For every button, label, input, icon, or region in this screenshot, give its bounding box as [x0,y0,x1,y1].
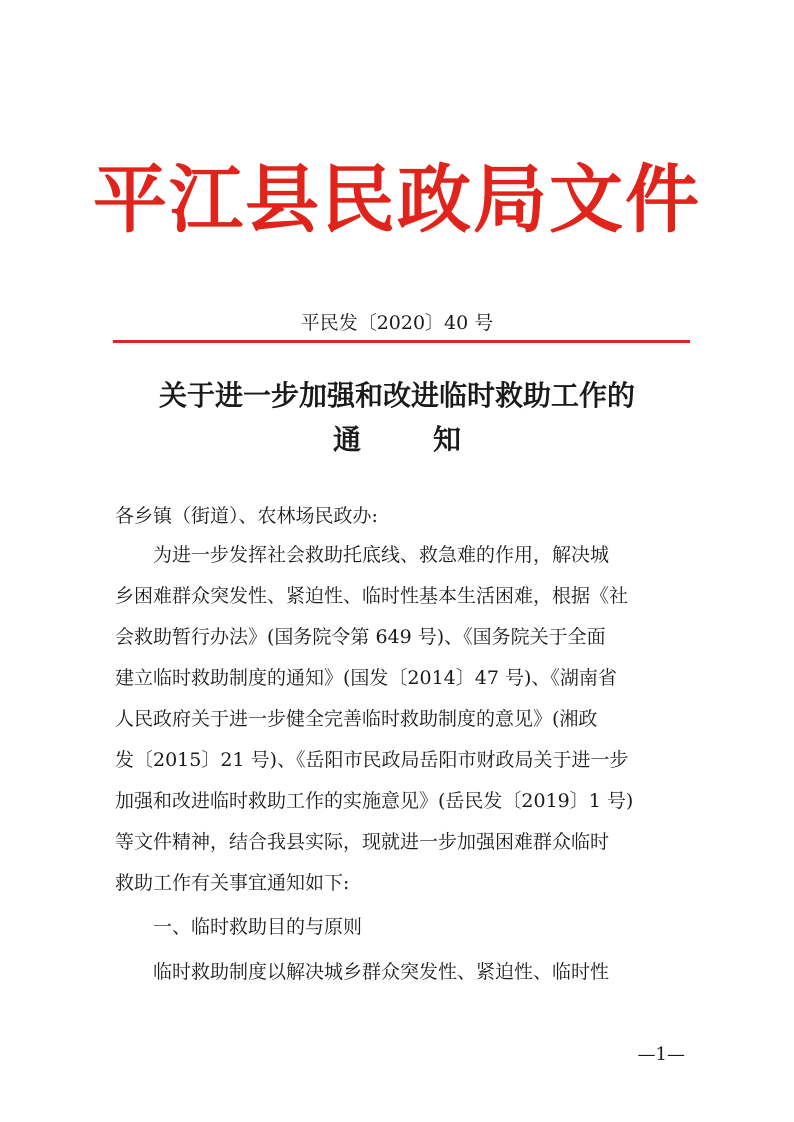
paragraph-line: 发〔2015〕21 号)、《岳阳市民政局岳阳市财政局关于进一步 [115,749,629,771]
paragraph-line: 建立临时救助制度的通知》(国发〔2014〕47 号)、《湖南省 [115,667,617,689]
paragraph-line: 加强和改进临时救助工作的实施意见》(岳民发〔2019〕1 号) [115,790,634,812]
notice-title-line-2: 通知 [332,423,533,456]
paragraph-line: 会救助暂行办法》(国务院令第 649 号)、《国务院关于全面 [115,626,606,648]
paragraph-line: 临时救助制度以解决城乡群众突发性、紧迫性、临时性 [153,961,610,983]
masthead-title: 平江县民政局文件 [93,157,701,243]
paragraph-line: 等文件精神，结合我县实际，现就进一步加强困难群众临时 [115,831,610,853]
document-number: 平民发〔2020〕40 号 [300,312,494,334]
red-separator-line [113,340,690,343]
paragraph-line: 救助工作有关事宜通知如下: [115,872,350,894]
paragraph-line: 乡困难群众突发性、紧迫性、临时性基本生活困难，根据《社 [115,585,629,607]
page-number: —1— [637,1044,685,1065]
section-heading: 一、临时救助目的与原则 [153,916,363,938]
paragraph-line: 人民政府关于进一步健全完善临时救助制度的意见》(湘政 [115,708,598,730]
notice-title-line-1: 关于进一步加强和改进临时救助工作的 [158,379,635,412]
salutation: 各乡镇（街道）、农林场民政办: [115,505,378,527]
paragraph-line: 为进一步发挥社会救助托底线、救急难的作用，解决城 [153,544,610,566]
